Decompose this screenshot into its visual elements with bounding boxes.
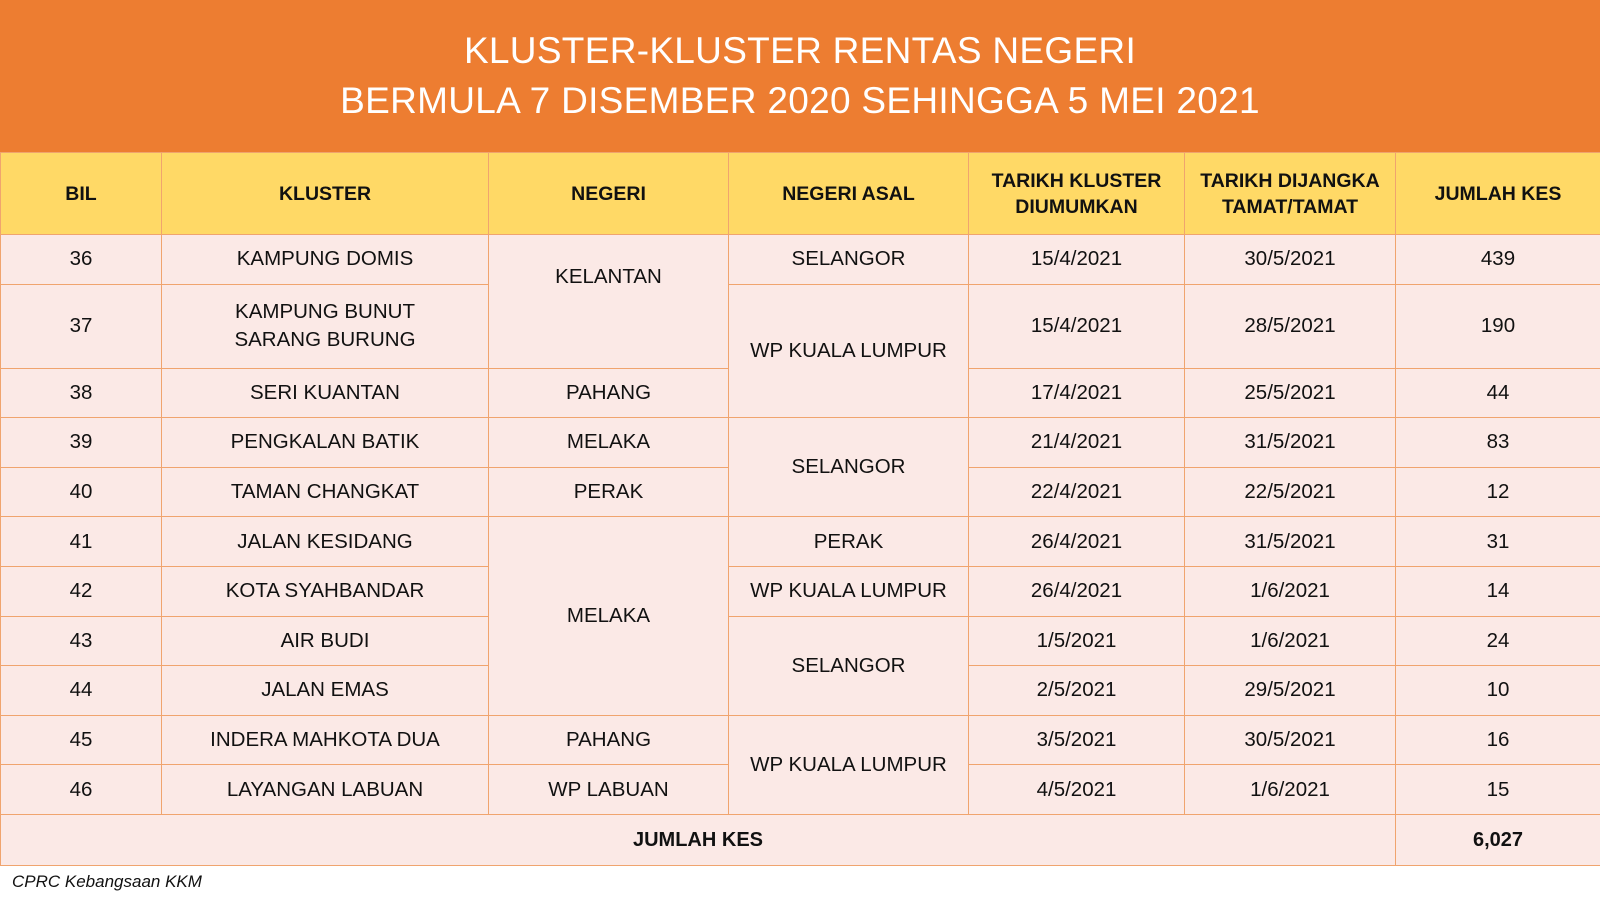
header-row [1, 153, 1600, 235]
header-tarikh-diumumkan-line-2: DIUMUMKAN [1015, 195, 1138, 218]
cell-jumlah-kes: 31 [1396, 517, 1600, 567]
cell-tarikh-diumumkan: 17/4/2021 [969, 368, 1185, 418]
cell-tarikh-tamat: 22/5/2021 [1185, 467, 1396, 517]
cell-kluster: LAYANGAN LABUAN [162, 765, 489, 815]
cell-tarikh-tamat: 1/6/2021 [1185, 566, 1396, 616]
cell-negeri-asal: SELANGOR [729, 418, 969, 517]
cell-kluster: KAMPUNG DOMIS [162, 235, 489, 285]
table-row [1, 235, 1600, 285]
cell-kluster: PENGKALAN BATIK [162, 418, 489, 468]
cell-jumlah-kes: 16 [1396, 715, 1600, 765]
cell-jumlah-kes: 14 [1396, 566, 1600, 616]
cell-bil: 39 [1, 418, 162, 468]
cell-negeri-asal: SELANGOR [729, 616, 969, 715]
cell-negeri: MELAKA [489, 517, 729, 715]
header-tarikh-tamat [1185, 153, 1396, 235]
cell-tarikh-tamat: 25/5/2021 [1185, 368, 1396, 418]
cell-jumlah-kes: 24 [1396, 616, 1600, 666]
header-tarikh-tamat-line-2: TAMAT/TAMAT [1221, 195, 1359, 218]
cell-negeri-asal: WP KUALA LUMPUR [729, 715, 969, 814]
cell-kluster-line-1: KAMPUNG BUNUT [235, 300, 415, 324]
table-row [1, 418, 1600, 468]
cell-bil: 45 [1, 715, 162, 765]
source-note: CPRC Kebangsaan KKM [12, 872, 202, 891]
cell-kluster: JALAN KESIDANG [162, 517, 489, 567]
total-label: JUMLAH KES [1, 814, 1396, 865]
cell-tarikh-tamat: 30/5/2021 [1185, 235, 1396, 285]
cell-kluster: KOTA SYAHBANDAR [162, 566, 489, 616]
cell-bil: 44 [1, 666, 162, 716]
cell-tarikh-tamat: 1/6/2021 [1185, 616, 1396, 666]
cell-jumlah-kes: 12 [1396, 467, 1600, 517]
cell-bil: 43 [1, 616, 162, 666]
cell-bil: 40 [1, 467, 162, 517]
cell-tarikh-tamat: 31/5/2021 [1185, 517, 1396, 567]
cell-tarikh-tamat: 28/5/2021 [1185, 284, 1396, 368]
header-jumlah-kes: JUMLAH KES [1396, 153, 1600, 235]
cell-jumlah-kes: 190 [1396, 284, 1600, 368]
cell-tarikh-diumumkan: 26/4/2021 [969, 517, 1185, 567]
cell-bil: 41 [1, 517, 162, 567]
header-tarikh-diumumkan [969, 153, 1185, 235]
header-kluster: KLUSTER [162, 153, 489, 235]
cell-jumlah-kes: 15 [1396, 765, 1600, 815]
table-row [1, 715, 1600, 765]
cell-kluster-line-2: SARANG BURUNG [234, 328, 416, 352]
header-tarikh-diumumkan-line-1: TARIKH KLUSTER [991, 169, 1162, 192]
cell-tarikh-diumumkan: 21/4/2021 [969, 418, 1185, 468]
cell-negeri-asal: PERAK [729, 517, 969, 567]
title-line-2: BERMULA 7 DISEMBER 2020 SEHINGGA 5 MEI 2021 [340, 80, 1260, 121]
cell-tarikh-tamat: 30/5/2021 [1185, 715, 1396, 765]
cell-tarikh-diumumkan: 22/4/2021 [969, 467, 1185, 517]
cell-tarikh-diumumkan: 15/4/2021 [969, 284, 1185, 368]
cell-tarikh-tamat: 31/5/2021 [1185, 418, 1396, 468]
cell-jumlah-kes: 439 [1396, 235, 1600, 285]
cell-tarikh-tamat: 1/6/2021 [1185, 765, 1396, 815]
cell-kluster: AIR BUDI [162, 616, 489, 666]
cell-negeri-asal: WP KUALA LUMPUR [729, 566, 969, 616]
header-tarikh-tamat-line-1: TARIKH DIJANGKA [1200, 169, 1380, 192]
cell-kluster: JALAN EMAS [162, 666, 489, 716]
cell-negeri: WP LABUAN [489, 765, 729, 815]
cell-jumlah-kes: 83 [1396, 418, 1600, 468]
table-row [1, 566, 1600, 616]
cell-negeri: PERAK [489, 467, 729, 517]
title-line-1: KLUSTER-KLUSTER RENTAS NEGERI [463, 30, 1137, 71]
header-bil: BIL [1, 153, 162, 235]
cell-negeri: KELANTAN [489, 235, 729, 369]
cell-tarikh-diumumkan: 4/5/2021 [969, 765, 1185, 815]
total-value: 6,027 [1396, 814, 1600, 865]
cell-bil: 46 [1, 765, 162, 815]
cell-negeri: PAHANG [489, 715, 729, 765]
cell-kluster: INDERA MAHKOTA DUA [162, 715, 489, 765]
cell-tarikh-diumumkan: 3/5/2021 [969, 715, 1185, 765]
cell-tarikh-diumumkan: 15/4/2021 [969, 235, 1185, 285]
title-banner [0, 0, 1600, 152]
total-row [1, 814, 1600, 865]
cell-jumlah-kes: 10 [1396, 666, 1600, 716]
cell-kluster: SERI KUANTAN [162, 368, 489, 418]
cell-bil: 37 [1, 284, 162, 368]
cell-negeri-asal: WP KUALA LUMPUR [729, 284, 969, 418]
cell-negeri: PAHANG [489, 368, 729, 418]
table-row [1, 284, 1600, 368]
cell-kluster: TAMAN CHANGKAT [162, 467, 489, 517]
cell-jumlah-kes: 44 [1396, 368, 1600, 418]
cell-tarikh-diumumkan: 1/5/2021 [969, 616, 1185, 666]
cell-tarikh-diumumkan: 2/5/2021 [969, 666, 1185, 716]
cell-bil: 42 [1, 566, 162, 616]
header-negeri: NEGERI [489, 153, 729, 235]
table-row [1, 517, 1600, 567]
table-row [1, 616, 1600, 666]
cell-tarikh-diumumkan: 26/4/2021 [969, 566, 1185, 616]
header-negeri-asal: NEGERI ASAL [729, 153, 969, 235]
cluster-table [0, 152, 1600, 866]
cell-bil: 38 [1, 368, 162, 418]
cell-tarikh-tamat: 29/5/2021 [1185, 666, 1396, 716]
cell-negeri: MELAKA [489, 418, 729, 468]
cell-kluster [162, 284, 489, 368]
cell-bil: 36 [1, 235, 162, 285]
cell-negeri-asal: SELANGOR [729, 235, 969, 285]
